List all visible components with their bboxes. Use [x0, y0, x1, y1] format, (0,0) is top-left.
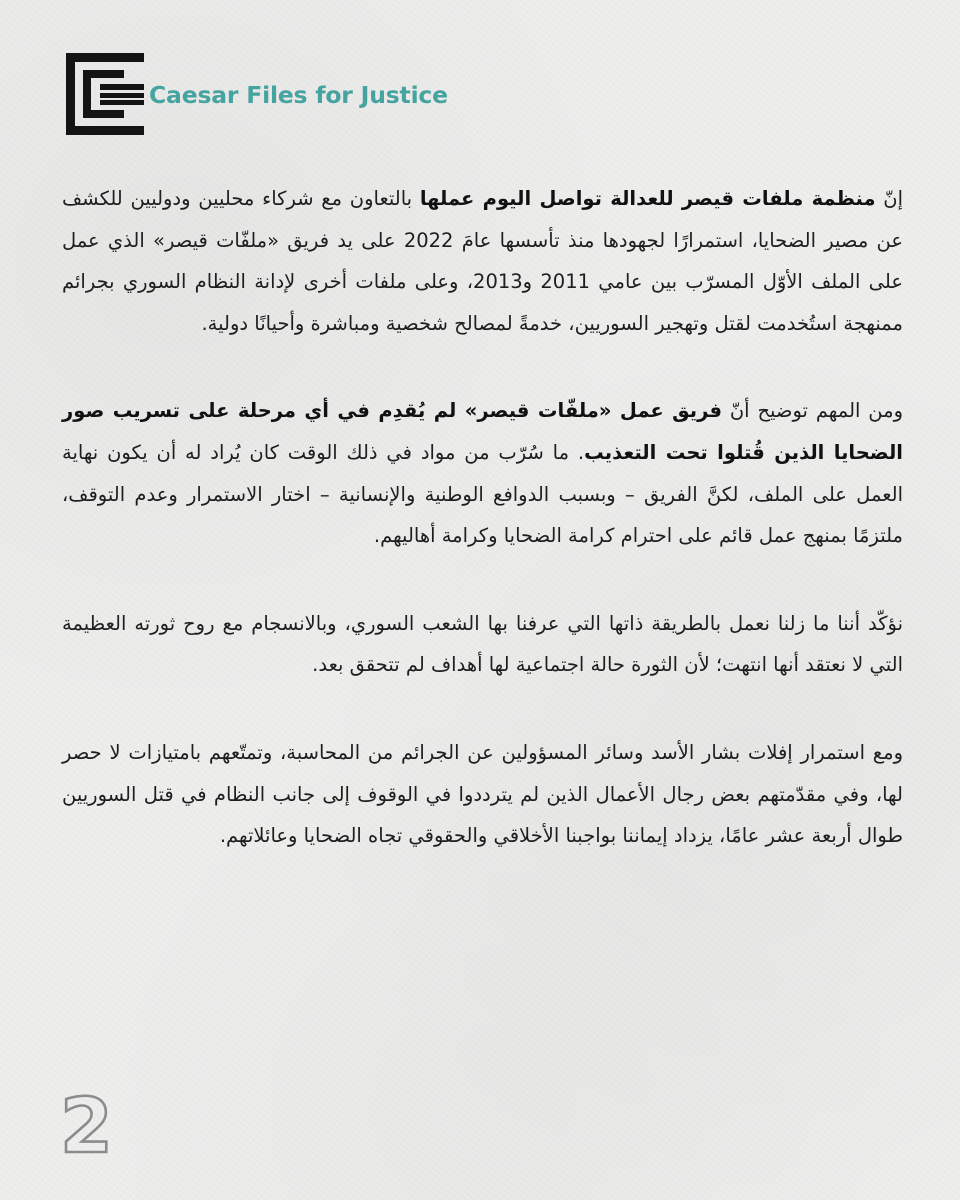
paragraph-1-highlight: منظمة ملفات قيصر للعدالة تواصل اليوم عملها [419, 187, 876, 210]
header-logo [66, 53, 448, 135]
paragraph-4: ومع استمرار إفلات بشار الأسد وسائر المسؤولين عن الجرائم من المحاسبة، وتمتّعهم بامتيازات لا حصر لها، وفي مقدّمتهم بعض رجال الأعمال الذين لم يترددوا في الوقوف إلى جانب النظام في قتل السوريين طوال أربعة عشر عامًا، يزداد إيماننا بواجبنا الأخلاقي والحقوقي تجاه الضحايا وعائلاتهم. [62, 740, 903, 848]
paragraph-2-rest: . ما سُرّب من مواد في ذلك الوقت كان يُراد له أن يكون نهاية العمل على الملف، لكنَّ الفريق – وبسبب الدوافع الوطنية والإنسانية – اختار الاستمرار وعدم التوقف، ملتزمًا بمنهج عمل قائم على احترام كرامة الضحايا وكرامة أهاليهم. [62, 440, 903, 548]
paragraph-1-rest: بالتعاون مع شركاء محليين ودوليين للكشف عن مصير الضحايا، استمرارًا لجهودها منذ تأسسها عامَ 2022 على يد فريق «ملفّات قيصر» الذي عمل على الملف الأوّل المسرّب بين عامي 2011 و2013، وعلى ملفات أخرى لإدانة النظام السوري بجرائم ممنهجة استُخدمت لقتل وتهجير السوريين، خدمةً لمصالح شخصية ومباشرة وأحيانًا دولية. [62, 187, 903, 335]
caesar-files-logo-icon [66, 53, 144, 135]
paragraph-2-highlight: فريق عمل «ملفّات قيصر» لم يُقدِم في أي مرحلة على تسريب صور الضحايا الذين قُتلوا تحت التعذيب [62, 399, 903, 464]
article-body [62, 178, 903, 903]
paragraph-1-intro: إنّ [875, 187, 903, 210]
org-name: Caesar Files for Justice [149, 81, 448, 109]
paragraph-2 [62, 390, 903, 556]
page-number: 2 [60, 1081, 113, 1170]
paragraph-2-intro: ومن المهم توضيح أنّ [721, 399, 903, 423]
paragraph-3: نؤكّد أننا ما زلنا نعمل بالطريقة ذاتها التي عرفنا بها الشعب السوري، وبالانسجام مع روح ثورته العظيمة التي لا نعتقد أنها انتهت؛ لأن الثورة حالة اجتماعية لها أهداف لم تتحقق بعد. [62, 611, 903, 677]
paragraph-1 [62, 178, 903, 344]
